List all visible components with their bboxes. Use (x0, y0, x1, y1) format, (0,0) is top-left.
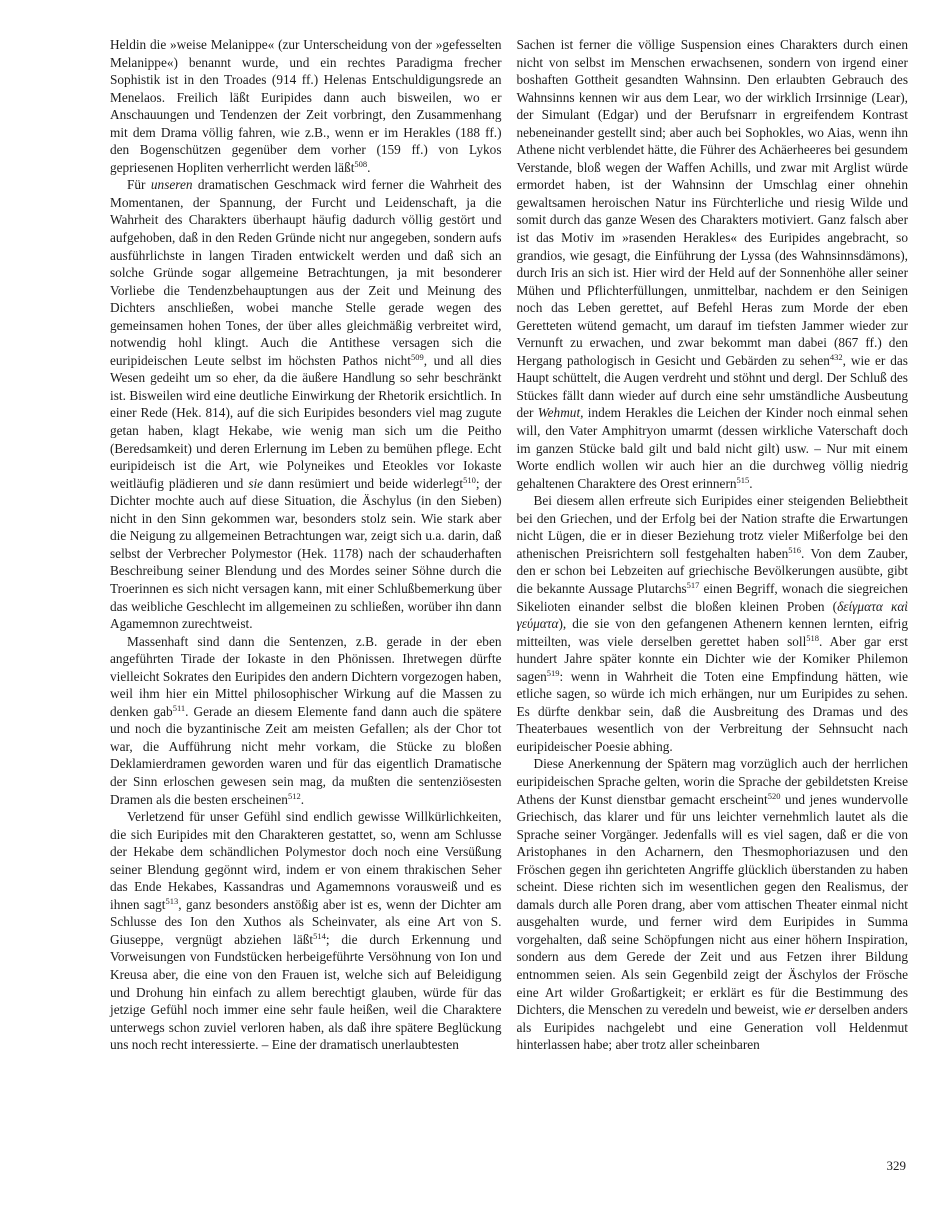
paragraph: Massenhaft sind dann die Sentenzen, z.B. gerade in der eben angeführten Tirade der Iokaste in den Phönissen. Ihretwegen dürfte vielleicht Sokrates den Euripides den andern Dichtern vorgezogen haben, weil ihm hier ein Mittel philosophischer Wirkung auf die Massen zu denken gab$^{511}$. Gerade an diesem Elemente fand dann auch die spätere und noch die byzantinische Zeit am meisten Gefallen; als der Chor tot war, die Aufführung nicht mehr vorkam, die Stücke zu bloßen Deklamierdramen geworden waren und für das eigentlich Dramatische der Sinn erloschen gewesen sein mag, da mußten die sentenziösesten Dramen als die besten erscheinen$^{512}$. (110, 633, 502, 807)
text-columns (110, 36, 908, 1054)
footnote-ref: 517 (686, 580, 700, 591)
page-number: 329 (886, 1158, 906, 1173)
text-column-left (110, 36, 502, 1054)
text-column-right (517, 36, 909, 1054)
paragraph: Diese Anerkennung der Spätern mag vorzüglich auch der herrlichen euripideischen Sprache gelten, worin die Sprache der gebildetsten Kreise Athens der Kunst dienstbar gemacht erscheint$^{520}$ und jenes wundervolle Griechisch, das klarer und für uns leichter vernehmlich lautet als die Sprache seiner Vorgänger. Jedenfalls will es viel sagen, daß er die von Aristophanes in den Acharnern, den Thesmophoriazusen und den Fröschen gegen ihn gerichteten Angriffe glücklich überstanden zu haben scheint. Diese richten sich im wesentlichen gegen den Realismus, der damals durch alle Poren drang, aber vom attischen Theater einmal nicht ausgehalten wurde, und ferner wird dem Euripides in Summa vorgehalten, daß seine Schöpfungen nicht aus einer höhern Inspiration, sondern aus dem Gerede der Zeit und aus Fetzen ihrer Bildung entnommen seien. Als sein Gegenbild zeigt der Äschylos der Frösche eine Art wilder Großartigkeit; er erklärt es für die Bestimmung des Dichters, die Menschen zu veredeln und beweist, wie er derselben anders als Euripides nachgelebt und eine Generation voll Heldenmut hinterlassen habe; aber trotz aller scheinbaren (516, 756, 908, 1053)
paragraph: Heldin die »weise Melanippe« (zur Unterscheidung von der »gefesselten Melanippe«) benannt wurde, und ein rechtes Paradigma frecher Sophistik ist in den Troades (914 ff.) Helenas Entschuldigungsrede an Menelaos. Freilich läßt Euripides dann auch bisweilen, wo er Anschauungen und Tendenzen der Zeit vorbringt, den Zusammenhang mit dem Drama völlig fahren, wie z.B., wenn er im Herakles (188 ff.) den Bogenschützen gegenüber dem vorher (159 ff.) von Lykos gepriesenen Hopliten verherrlicht werden läßt$^{508}$. (110, 37, 502, 175)
italic-text: er (804, 1002, 816, 1018)
footnote-ref: 520 (767, 791, 781, 802)
italic-text: δείγματα καὶ γεύματα (516, 598, 908, 632)
footnote-ref: 509 (411, 352, 424, 363)
footnote-ref: 512 (287, 791, 301, 802)
paragraph: Für unseren dramatischen Geschmack wird ferner die Wahrheit des Momentanen, der Spannung, der Furcht und Leidenschaft, ja die Wahrheit des Charakters überhaupt häufig dadurch völlig gestört und aufgehoben, daß in den Reden Gründe nicht nur angegeben, sondern aufs ausführlichste in langen Tiraden entwickelt werden und daß sich an solche Gründe sogar allgemeine Betrachtungen, ja mit besonderer Vorliebe die Tendenzbehauptungen aus der Zeit und Meinung des Dichters anschließen, wobei manche Stelle gerade wegen des gemeinsamen hohen Tones, der über alles gleichmäßig verbreitet wird, notwendig hohl klingt. Auch die Antithese versagen sich die euripideischen Leute selbst im höchsten Pathos nicht$^{509}$, und all dies Wesen gedeiht um so eher, da die äußere Handlung so sehr beschränkt ist. Bisweilen wird eine deutliche Einwirkung der Rhetorik ersichtlich. In einer Rede (Hek. 814), auf die sich Euripides besonders viel mag zugute getan haben, klagt Hekabe, wie wenig man sich um die Peitho (Beredsamkeit) und deren Erlernung im Leben zu bemühen pflege. Echt euripideisch ist die Art, wie Polyneikes und Eteokles vor Iokaste weitläufig plädieren und sie dann resümiert und beide widerlegt$^{510}$; der Dichter mochte auch auf diese Situation, die Äschylus (in den Sieben) nicht in den Sinn gekommen war, besonders stolz sein. Wie stark aber die Neigung zu allgemeinen Betrachtungen war, zeigt sich u.a. darin, daß selbst der Verbrecher Polymestor (Hek. 1178) nach der schauderhaften Beschreibung seiner Blendung und des Mordes seiner Söhne durch die Troerinnen es sich nicht versagen kann, mit einer Schlußbemerkung über das weibliche Geschlecht im allgemeinen zu schließen, worüber ihn dann Agamemnon zurechtweist. (110, 177, 502, 632)
footnote-ref: 513 (165, 896, 179, 907)
footnote-ref: 519 (546, 668, 560, 679)
italic-text: sie (248, 475, 264, 491)
italic-text: unseren (150, 177, 193, 193)
italic-text: Wehmut, (537, 405, 584, 421)
paragraph: Verletzend für unser Gefühl sind endlich gewisse Willkürlichkeiten, die sich Euripides mit den Charakteren gestattet, so, wenn am Schlusse der Hekabe dem schändlichen Polymestor doch noch eine Versüßung seiner Blendung gegönnt wird, indem er von einem thrakischen Seher das Ende Hekabes, Kassandras und Agamemnons vorausweiß und es ihnen sagt$^{513}$, ganz besonders anstößig aber ist es, wenn der Dichter am Schlusse des Ion den Xuthos als Scheinvater, als eine Art von S. Giuseppe, vergnügt abziehen läßt$^{514}$; die durch Erkennung und Vorweisungen von Fundstücken herbeigeführte Versöhnung von Ion und Kreusa aber, die eine von den Frauen ist, welche sich auf Beleidigung und Drohung hin einfach zu allem berechtigt glauben, würde für das jetzige Gefühl noch immer eine sehr faule heißen, weil die Charaktere unterwegs schon zuviel verloren haben, als daß ihre spätere Beglückung uns noch recht interessierte. – Eine der dramatisch unerlaubtesten (110, 809, 502, 1053)
footnote-ref: 510 (463, 475, 476, 486)
footnote-ref: 516 (788, 545, 802, 556)
footnote-ref: 518 (806, 633, 820, 644)
paragraph: Bei diesem allen erfreute sich Euripides einer steigenden Beliebtheit bei den Griechen, und der Erfolg bei der Nation strafte die Erwartungen nicht Lügen, die er in dieser Beziehung trotz vieler Mißerfolge bei den athenischen Preisrichtern soll festgehalten haben$^{516}$. Von dem Zauber, den er schon bei Lebzeiten auf griechische Bevölkerungen ausübte, gibt die bekannte Aussage Plutarchs$^{517}$ einen Begriff, wonach die siegreichen Sikelioten einander selbst die bloßen kleinen Proben (δείγματα καὶ γεύματα), die sie von den gefangenen Athenern kennen lernten, eifrig mitteilten, was viele derselben gerettet haben soll$^{518}$. Aber gar erst hundert Jahre später konnte ein Dichter wie der Komiker Philemon sagen$^{519}$: wenn in Wahrheit die Toten eine Empfindung hätten, wie etliche sagen, so würde ich mich erhängen, nur um Euripides zu sehen. Es dürfte denkbar sein, daß die Ausbreitung des Dramas und des Theaterbaues wesentlich von der Verbreitung der Sehnsucht nach euripideischer Poesie abhing. (516, 493, 909, 754)
footnote-ref: 508 (354, 159, 368, 170)
footnote-ref: 514 (313, 931, 326, 942)
footnote-ref: 432 (829, 352, 843, 363)
footnote-ref: 515 (736, 475, 750, 486)
footnote-ref: 511 (172, 703, 186, 714)
paragraph: Sachen ist ferner die völlige Suspension eines Charakters durch einen nicht von selbst im Menschen erwachsenen, sondern von irgend einer boshaften Gottheit gesandten Wahnsinn. Den erlaubten Gebrauch des Wahnsinns kennen wir aus dem Lear, wo der wirklich Irrsinnige (Lear), der Simulant (Edgar) und der Berufsnarr in ergreifendem Kontrast nebeneinander gestellt sind; aber auch bei Sophokles, wo Aias, wenn ihn Athene nicht verblendet hätte, die Führer des Achäerheeres bei gesundem Verstande, bloß wegen der Waffen Achills, und zwar mit Arglist würde ermordet haben, ist der Wahnsinn der Umschlag einer ohnehin gewaltsamen heroischen Natur ins Fürchterliche und riesig Wilde und somit durch das ganze Wesen des Charakters motiviert. Ganz falsch aber ist das Motiv im »rasenden Herakles« des Euripides angebracht, so grandios, wie gesagt, die Einführung der Lyssa (des Wahnsinnsdämons), durch Iris an sich ist. Hier wird der Held auf der Sonnenhöhe aller seiner Mühen und Pflichterfüllungen, unmittelbar, nachdem er den Seinigen noch das Leben gerettet, auf Befehl Heras zum Morde der eben Geretteten wütend gemacht, um darauf im tiefsten Jammer wieder zur Vernunft zu erwachen, und zwar bekommt man dabei (867 ff.) den Hergang pathologisch in Gesicht und Gebärden zu sehen$^{432}$, wie er das Haupt schüttelt, die Augen verdreht und stöhnt und dergl. Der Schluß des Stückes fällt dann wieder auf durch eine sehr umständliche Ausbeutung der Wehmut, indem Herakles die Leichen der Kinder noch einmal sehen will, den Vater Amphitryon umarmt (dessen wirkliche Vaterschaft doch im ganzen Stücke bald gilt und bald nicht gilt) usw. – Nur mit einem Worte endlich wollen wir auch hier an die durchweg völlig niedrig gehaltenen Charaktere des Orest erinnern$^{515}$. (516, 37, 908, 491)
